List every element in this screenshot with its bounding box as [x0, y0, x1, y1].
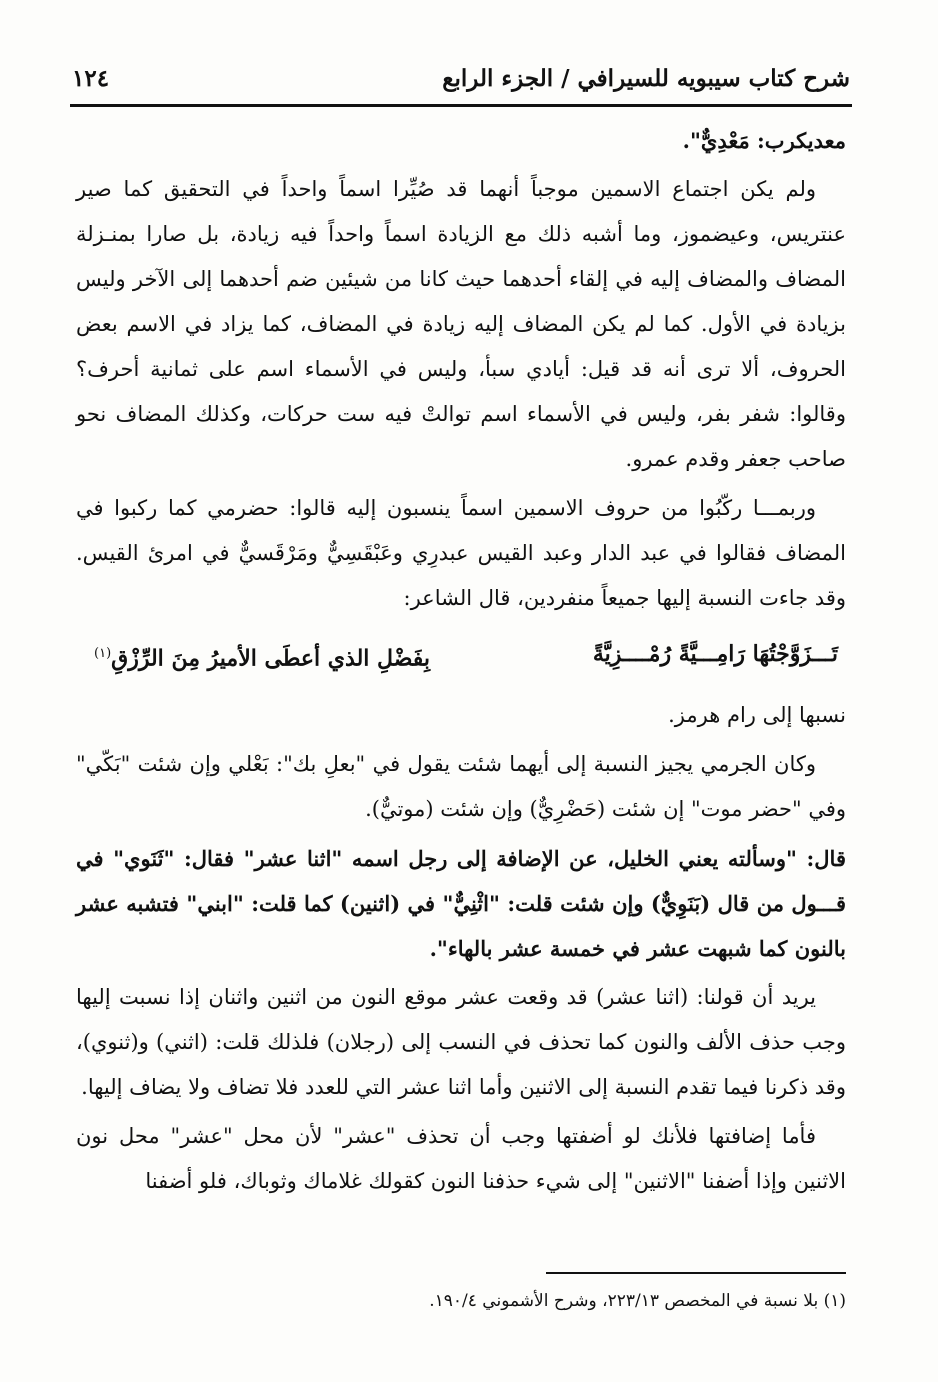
- paragraph-1: معديكرب: مَعْدِيٌّ".: [682, 128, 846, 153]
- paragraph-3: وربمـــا ركّبُوا من حروف الاسمين اسماً ينسبون إليه قالوا: حضرمي كما ركبوا في المضاف فقالوا في عبد الدار وعبد القيس عبدرِي وعَبْقَسِيٌّ ومَرْقَسيٌّ في امرئ القيس. وقد جاءت النسبة إليها جميعاً منفردين، قال الشاعر:: [76, 496, 846, 610]
- paragraph-8: فأما إضافتها فلأنك لو أضفتها وجب أن تحذف "عشر" لأن محل "عشر" محل نون الاثنين وإذا أضفنا "الاثنين" إلى شيء حذفنا النون كقولك غلاماك وثوباك، فلو أضفنا: [76, 1124, 846, 1194]
- footnote-rule: [546, 1272, 846, 1274]
- page-number: ١٢٤: [72, 64, 110, 92]
- poetry-verse: [94, 629, 838, 683]
- header-rule: [70, 104, 852, 107]
- verse-first-hemistich: تَـــزَوَّجْتُهَا رَامِـــيَّةً رُمْــــزِيَّةً: [592, 641, 838, 667]
- footnote: (١) بلا نسبة في المخصص ٢٢٣/١٣، وشرح الأشموني ١٩٠/٤.: [429, 1291, 846, 1311]
- paragraph-7: يريد أن قولنا: (اثنا عشر) قد وقعت عشر موقع النون من اثنين واثنان إذا نسبت إليها وجب حذف الألف والنون كما تحذف في النسب إلى (رجلان) فلذلك قلت: (اثني) و(ثنوي)، وقد ذكرنا فيما تقدم النسبة إلى الاثنين وأما اثنا عشر التي للعدد فلا تضاف ولا يضاف إليها.: [76, 985, 846, 1100]
- page-body: [76, 118, 846, 1208]
- page-header: [72, 56, 850, 100]
- paragraph-4: نسبها إلى رام هرمز.: [668, 703, 846, 728]
- running-title: شرح كتاب سيبويه للسيرافي / الجزء الرابع: [442, 64, 850, 92]
- footnote-marker: (١): [94, 646, 112, 661]
- verse-second-hemistich: [94, 629, 430, 683]
- paragraph-2: ولم يكن اجتماع الاسمين موجباً أنهما قد صُيِّرا اسماً واحداً في التحقيق كما صير عنتريس، وعيضموز، وما أشبه ذلك مع الزيادة اسماً واحداً فيه زيادة، بل صارا بمنـزلة المضاف والمضاف إليه في إلقاء أحدهما حيث كانا من شيئين ضم أحدهما إلى الآخر وليس بزيادة في الأول. كما لم يكن المضاف إليه زيادة في المضاف، كما يزاد في الاسم بعض الحروف، ألا ترى أنه قد قيل: أيادي سبأ، وليس في الأسماء اسم على ثمانية أحرف؟ وقالوا: شفر بفر، وليس في الأسماء اسم توالتْ فيه ست حركات، وكذلك المضاف نحو صاحب جعفر وقدم عمرو.: [76, 177, 846, 471]
- paragraph-6: قال: "وسألته يعني الخليل، عن الإضافة إلى رجل اسمه "اثنا عشر" فقال: "ثَنَوي" في قـــول من قال (بَنَوِيٌّ) وإن شئت قلت: "اثْنِيٌّ" في (اثنين) كما قلت: "ابني" فتشبه عشر بالنون كما شبهت عشر في خمسة عشر بالهاء".: [76, 846, 846, 962]
- verse-second-text: بِفَضْلِ الذي أعطَى الأميرُ مِنَ الرِّزْقِ: [111, 645, 431, 672]
- paragraph-5: وكان الجرمي يجيز النسبة إلى أيهما شئت يقول في "بعلِ بك": بَعْلي وإن شئت "بَكّي" وفي "حضر موت" إن شئت (حَضْرِيٌّ) وإن شئت (موتيٌّ).: [76, 752, 846, 822]
